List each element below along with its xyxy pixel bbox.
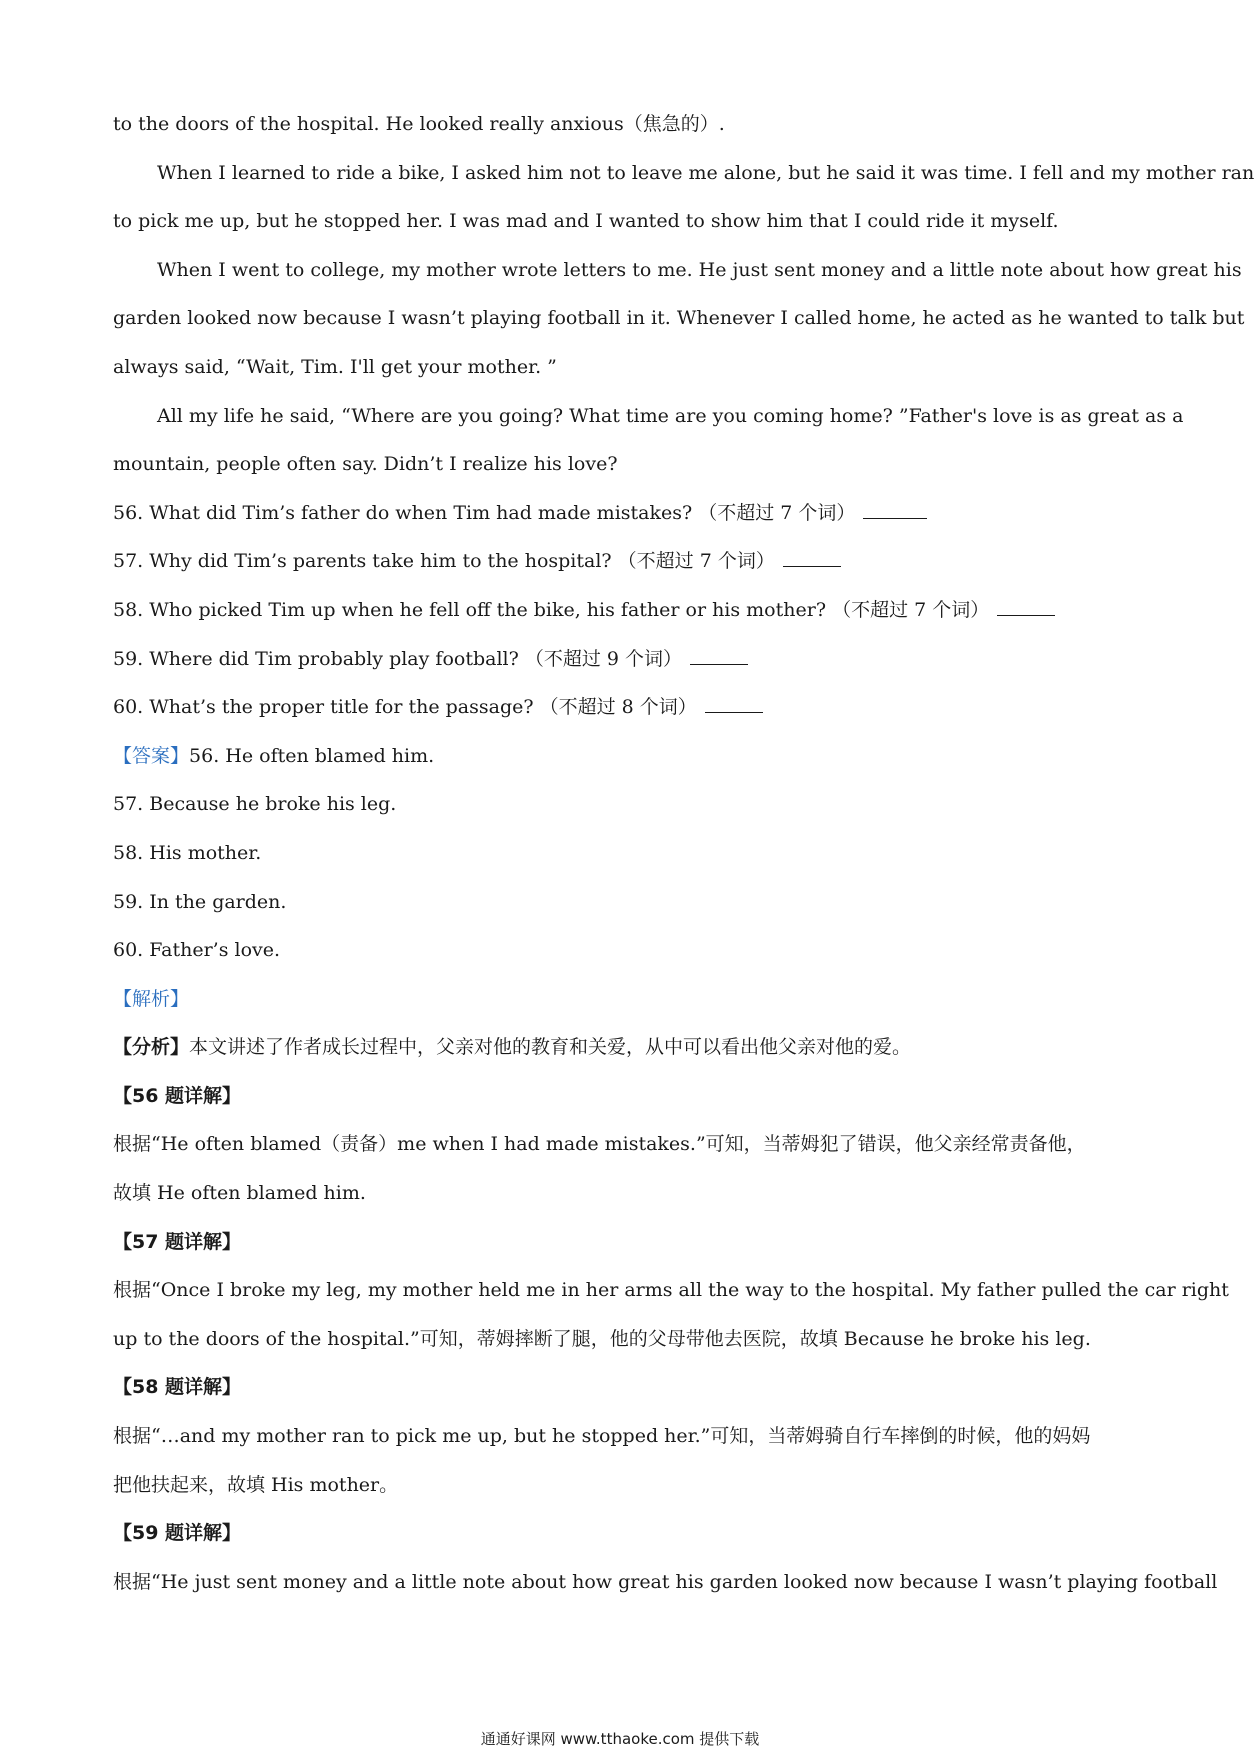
question-text: 59. Where did Tim probably play football? (113, 647, 519, 670)
question-60 (113, 683, 1133, 732)
question-59 (113, 635, 1133, 684)
answer-56: 56. He often blamed him. (189, 744, 435, 767)
answer-tag: 【答案】 (113, 744, 190, 767)
question-text: 60. What’s the proper title for the passage? (113, 696, 534, 719)
passage-line: to the doors of the hospital. He looked really anxious（焦急的）. (113, 113, 725, 135)
answer-blank[interactable] (690, 642, 748, 665)
passage-line: mountain, people often say. Didn’t I realize his love? (113, 453, 618, 476)
word-limit: （不超过 7 个词） (698, 501, 856, 524)
answer-line (113, 732, 1133, 781)
answer-blank[interactable] (997, 593, 1055, 616)
analysis-tag: 【解析】 (113, 987, 190, 1010)
word-limit: （不超过 7 个词） (832, 598, 990, 621)
question-57 (113, 537, 1133, 586)
detail-line: 根据“Once I broke my leg, my mother held me in her arms all the way to the hospital. My father pulled the car right (113, 1279, 1229, 1302)
footer-credit: 通通好课网 www.tthaoke.com 提供下载 (480, 1730, 760, 1748)
detail-59-heading: 【59 题详解】 (113, 1522, 242, 1545)
word-limit: （不超过 9 个词） (524, 647, 683, 670)
passage-line: to pick me up, but he stopped her. I was mad and I wanted to show him that I could ride it myself. (113, 210, 1059, 233)
answer-blank[interactable] (705, 690, 763, 713)
passage-line: When I learned to ride a bike, I asked him not to leave me alone, but he said it was time. I fell and my mother ran (157, 161, 1254, 184)
detail-line: 把他扶起来，故填 His mother。 (113, 1473, 399, 1496)
question-text: 56. What did Tim’s father do when Tim had made mistakes? (113, 501, 693, 524)
detail-58-heading: 【58 题详解】 (113, 1376, 242, 1399)
word-limit: （不超过 8 个词） (539, 696, 697, 719)
summary-tag: 【分析】 (113, 1036, 190, 1059)
question-56 (113, 489, 1133, 538)
question-text: 58. Who picked Tim up when he fell off the bike, his father or his mother? (113, 598, 827, 621)
document-page (113, 100, 1254, 1606)
answer-57: 57. Because he broke his leg. (113, 793, 397, 816)
question-58 (113, 586, 1133, 635)
word-limit: （不超过 7 个词） (617, 550, 775, 573)
detail-57-heading: 【57 题详解】 (113, 1230, 242, 1253)
detail-line: 根据“He often blamed（责备）me when I had made mistakes.”可知，当蒂姆犯了错误，他父亲经常责备他， (113, 1133, 1086, 1156)
answer-blank[interactable] (863, 496, 927, 519)
answer-58: 58. His mother. (113, 841, 262, 864)
passage-line: always said, “Wait, Tim. I'll get your mother. ” (113, 355, 557, 378)
analysis-summary (113, 1023, 1133, 1072)
detail-line: 根据“He just sent money and a little note about how great his garden looked now because I wasn’t playing football (113, 1570, 1218, 1593)
detail-line: 根据“…and my mother ran to pick me up, but he stopped her.”可知，当蒂姆骑自行车摔倒的时候，他的妈妈 (113, 1425, 1091, 1448)
passage-line: When I went to college, my mother wrote letters to me. He just sent money and a little note about how great his (157, 258, 1242, 281)
passage-line: garden looked now because I wasn’t playing football in it. Whenever I called home, he acted as he wanted to talk but (113, 307, 1245, 330)
passage-line: All my life he said, “Where are you going? What time are you coming home? ”Father's love is as great as a (157, 404, 1184, 427)
detail-line: up to the doors of the hospital.”可知，蒂姆摔断了腿，他的父母带他去医院，故填 Because he broke his leg. (113, 1327, 1091, 1350)
question-text: 57. Why did Tim’s parents take him to the hospital? (113, 550, 612, 573)
answer-59: 59. In the garden. (113, 890, 287, 913)
answer-blank[interactable] (783, 544, 841, 567)
detail-line: 故填 He often blamed him. (113, 1182, 366, 1205)
answer-60: 60. Father’s love. (113, 939, 281, 962)
detail-56-heading: 【56 题详解】 (113, 1084, 242, 1107)
summary-text: 本文讲述了作者成长过程中，父亲对他的教育和关爱，从中可以看出他父亲对他的爱。 (189, 1036, 912, 1059)
